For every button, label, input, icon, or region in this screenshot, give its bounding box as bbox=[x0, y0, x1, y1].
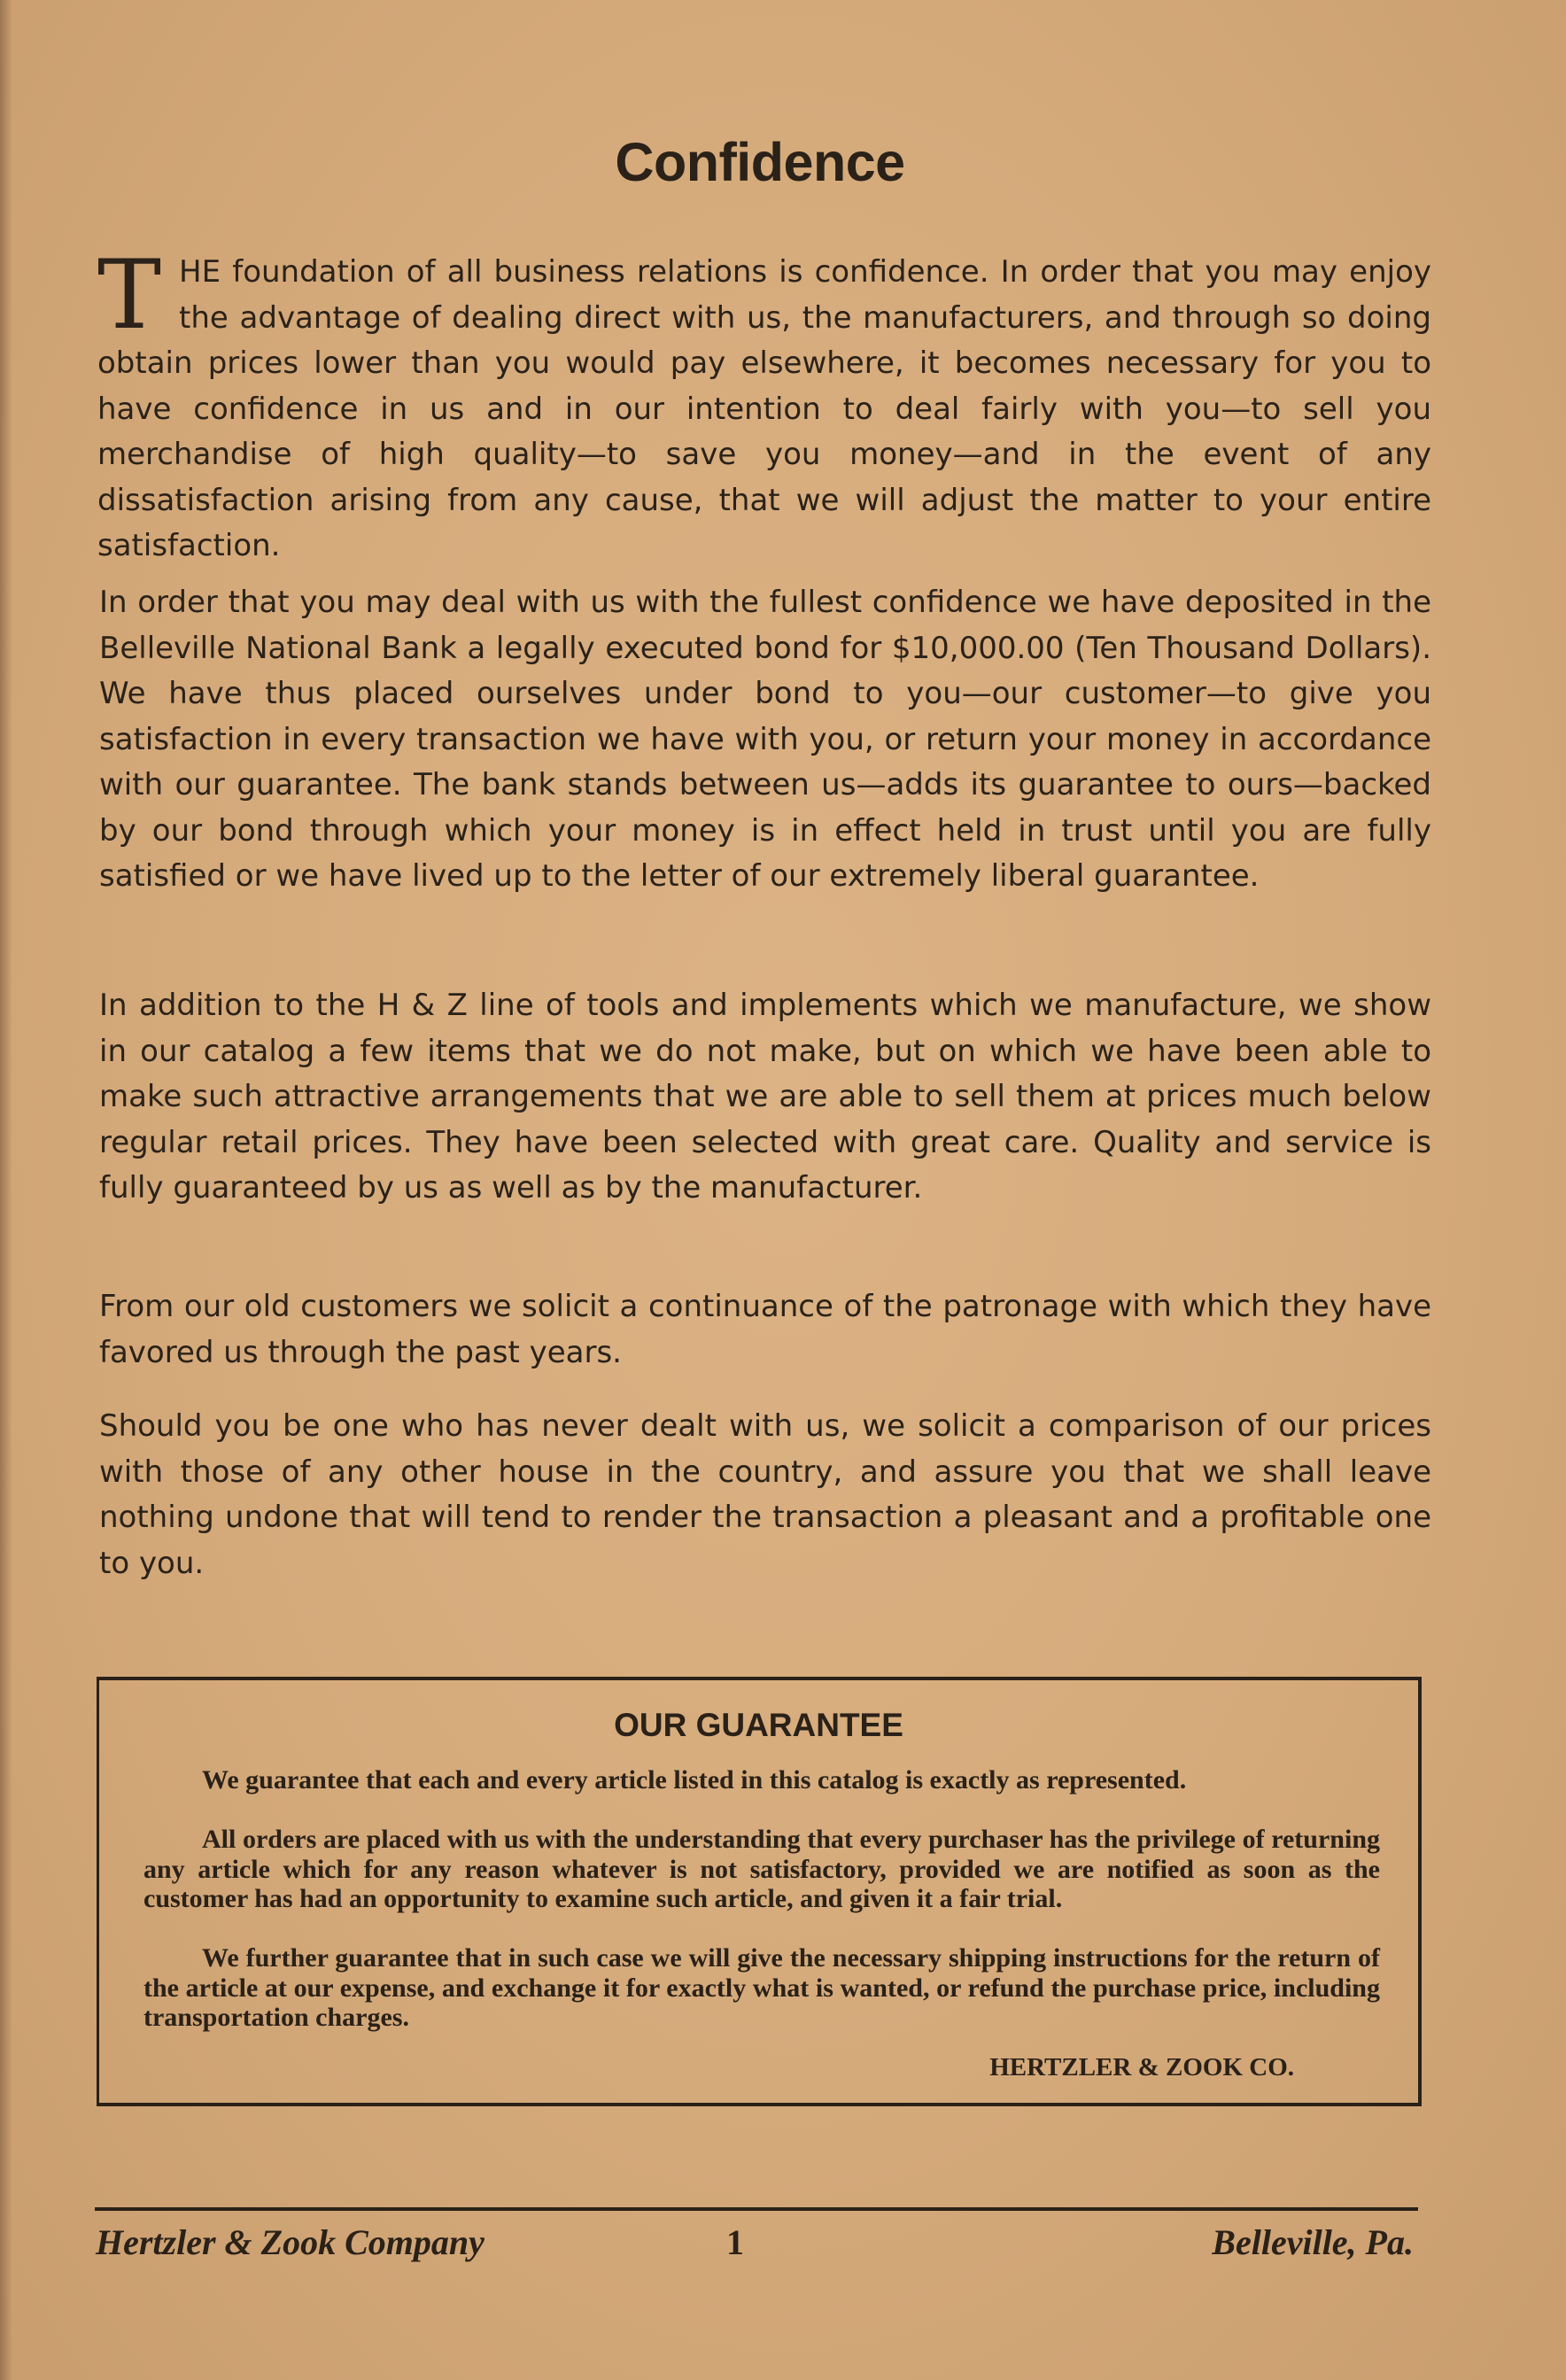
page-number: 1 bbox=[726, 2222, 744, 2262]
paragraph-old-customers: From our old customers we solicit a continuance of the patronage with which they have favored us through the past years. bbox=[99, 1289, 1431, 1370]
guarantee-clause-represented: We guarantee that each and every article listed in this catalog is exactly as represented. bbox=[202, 1765, 1187, 1795]
paragraph-new-customers: Should you be one who has never dealt with us, we solicit a comparison of our prices with those of any other house in the country, and assure you that we shall leave nothing undone that will tend to render the transaction a pleasant and a profitable one to you. bbox=[99, 1408, 1431, 1581]
footer-company: Hertzler & Zook Company bbox=[96, 2222, 485, 2262]
guarantee-box bbox=[97, 1677, 1422, 2106]
guarantee-title: OUR GUARANTEE bbox=[614, 1707, 903, 1743]
drop-cap: T bbox=[97, 240, 162, 351]
paragraph-bond: In order that you may deal with us with the fullest confidence we have deposited in the Belleville National Bank a legally executed bond for $10,000.00 (Ten Thousand Dollars). We have thus placed ourselves under bond to you—our customer—to give you satisfaction in every transaction we have with you, or return your money in accordance with our guarantee. The bank stands between us—adds its guarantee to ours—backed by our bond through which your money is in effect held in trust until you are fully satisfied or we have lived up to the letter of our extremely liberal guarantee. bbox=[99, 585, 1431, 894]
page-edge-shadow bbox=[0, 0, 12, 2380]
paragraph-product-line: In addition to the H & Z line of tools and implements which we manufacture, we show in our catalog a few items that we do not make, but on which we have been able to make such attractive arrangements that we are able to sell them at prices much below regular retail prices. They have been selected with great care. Quality and service is fully guaranteed by us as well as by the manufacturer. bbox=[99, 988, 1431, 1206]
guarantee-signature: HERTZLER & ZOOK CO. bbox=[989, 2053, 1294, 2082]
guarantee-clause-returns: All orders are placed with us with the understanding that every purchaser has the privilege of returning any article which for any reason whatever is not satisfactory, provided we are notified as soon as the customer has had an opportunity to examine such article, and given it a fair trial. bbox=[143, 1825, 1380, 1913]
paragraph-foundation-text: HE foundation of all business relations is confidence. In order that you may enjoy the advantage of dealing direct with us, the manufacturers, and through so doing obtain prices lower than you would pay elsewhere, it becomes necessary for you to have confidence in us and in our intention to deal fairly with you—to sell you merchandise of high quality—to save you money—and in the event of any dissatisfaction arising from any cause, that we will adjust the matter to your entire satisfaction. bbox=[97, 254, 1431, 563]
guarantee-clause-shipping: We further guarantee that in such case we will give the necessary shipping instructions for the return of the article at our expense, and exchange it for exactly what is wanted, or refund the purchase price, including transportation charges. bbox=[143, 1943, 1380, 2032]
paragraph-foundation bbox=[97, 240, 1431, 570]
footer-location: Belleville, Pa. bbox=[1212, 2222, 1414, 2262]
footer-rule bbox=[95, 2207, 1418, 2211]
page-title: Confidence bbox=[615, 132, 905, 192]
